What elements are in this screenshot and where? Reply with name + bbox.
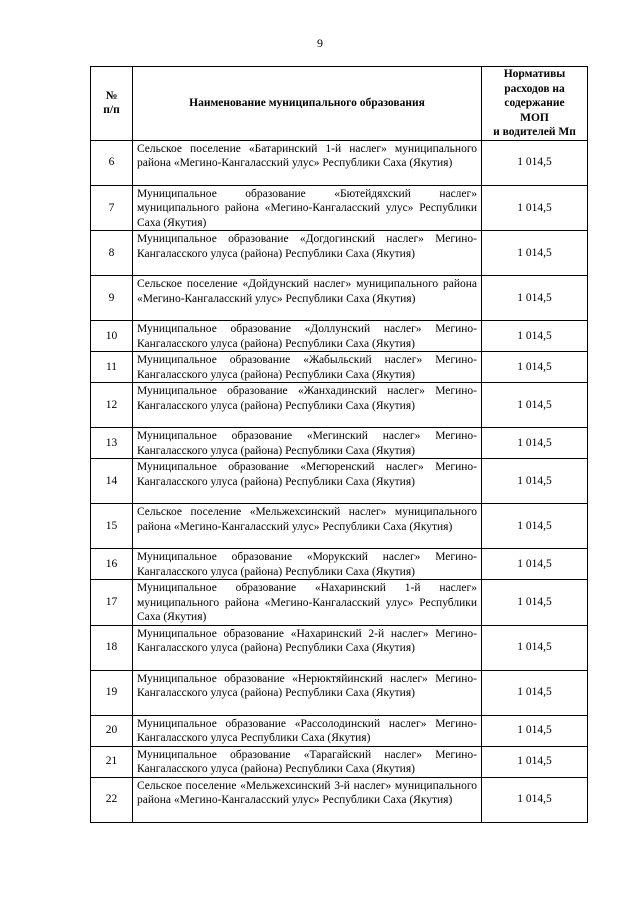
norm-value: 1 014,5	[482, 625, 588, 670]
row-number: 21	[91, 746, 133, 777]
municipality-name: Муниципальное образование «Нерюктяйинский наслег» Мегино-Кангаласского улуса (района) Республики Саха (Якутия)	[133, 670, 482, 715]
municipality-name: Муниципальное образование «Мегюренский наслег» Мегино-Кангаласского улуса (района) Республики Саха (Якутия)	[133, 459, 482, 504]
municipality-name: Муниципальное образование «Морукский наслег» Мегино-Кангаласского улуса (района) Республики Саха (Якутия)	[133, 549, 482, 580]
row-number: 6	[91, 140, 133, 185]
norm-value: 1 014,5	[482, 321, 588, 352]
row-number: 17	[91, 580, 133, 626]
norm-value: 1 014,5	[482, 746, 588, 777]
municipality-name: Муниципальное образование «Нахаринский 1-й наслег» муниципального района «Мегино-Кангаласский улус» Республики Саха (Якутия)	[133, 580, 482, 626]
norm-value: 1 014,5	[482, 140, 588, 185]
norm-value: 1 014,5	[482, 383, 588, 428]
row-number: 7	[91, 185, 133, 231]
row-number: 16	[91, 549, 133, 580]
table-row	[91, 549, 588, 580]
municipality-name: Муниципальное образование «Доллунский наслег» Мегино-Кангаласского улуса (района) Республики Саха (Якутия)	[133, 321, 482, 352]
table-row	[91, 625, 588, 670]
page-number: 9	[317, 36, 323, 50]
row-number: 11	[91, 352, 133, 383]
table-row	[91, 383, 588, 428]
norm-value: 1 014,5	[482, 231, 588, 276]
row-number: 12	[91, 383, 133, 428]
row-number: 9	[91, 276, 133, 321]
row-number: 20	[91, 715, 133, 746]
table-row	[91, 352, 588, 383]
norm-value: 1 014,5	[482, 715, 588, 746]
row-number: 14	[91, 459, 133, 504]
municipality-name: Сельское поселение «Дойдунский наслег» муниципального района «Мегино-Кангаласский улус» Республики Саха (Якутия)	[133, 276, 482, 321]
municipality-name: Муниципальное образование «Тарагайский наслег» Мегино-Кангаласского улуса (района) Республики Саха (Якутия)	[133, 746, 482, 777]
row-number: 10	[91, 321, 133, 352]
row-number: 19	[91, 670, 133, 715]
norm-value: 1 014,5	[482, 185, 588, 231]
municipality-name: Сельское поселение «Мельжехсинский наслег» муниципального района «Мегино-Кангаласский улус» Республики Саха (Якутия)	[133, 504, 482, 549]
table-row	[91, 459, 588, 504]
table-row	[91, 321, 588, 352]
row-number: 8	[91, 231, 133, 276]
norm-value: 1 014,5	[482, 459, 588, 504]
table-row	[91, 231, 588, 276]
table-row	[91, 140, 588, 185]
table-row	[91, 185, 588, 231]
norm-value: 1 014,5	[482, 777, 588, 822]
header-number: № п/п	[91, 67, 133, 141]
norms-table	[90, 66, 588, 823]
table-body	[91, 140, 588, 822]
row-number: 18	[91, 625, 133, 670]
table-row	[91, 746, 588, 777]
municipality-name: Муниципальное образование «Бютейдяхский наслег» муниципального района «Мегино-Кангаласский улус» Республики Саха (Якутия)	[133, 185, 482, 231]
norm-value: 1 014,5	[482, 580, 588, 626]
municipality-name: Муниципальное образование «Рассолодинский наслег» Мегино-Кангаласского улуса Республики Саха (Якутия)	[133, 715, 482, 746]
row-number: 22	[91, 777, 133, 822]
table-header-row	[91, 67, 588, 141]
norm-value: 1 014,5	[482, 428, 588, 459]
municipality-name: Муниципальное образование «Мегинский наслег» Мегино-Кангаласского улуса (района) Республики Саха (Якутия)	[133, 428, 482, 459]
municipality-name: Муниципальное образование «Жабыльский наслег» Мегино-Кангаласского улуса (района) Республики Саха (Якутия)	[133, 352, 482, 383]
table-row	[91, 428, 588, 459]
table-row	[91, 777, 588, 822]
row-number: 13	[91, 428, 133, 459]
municipality-name: Муниципальное образование «Нахаринский 2-й наслег» Мегино-Кангаласского улуса (района) Республики Саха (Якутия)	[133, 625, 482, 670]
municipality-name: Сельское поселение «Мельжехсинский 3-й наслег» муниципального района «Мегино-Кангаласский улус» Республики Саха (Якутия)	[133, 777, 482, 822]
table-row	[91, 276, 588, 321]
municipality-name: Муниципальное образование «Жанхадинский наслег» Мегино-Кангаласского улуса (района) Республики Саха (Якутия)	[133, 383, 482, 428]
table-row	[91, 580, 588, 626]
row-number: 15	[91, 504, 133, 549]
municipality-name: Сельское поселение «Батаринский 1-й наслег» муниципального района «Мегино-Кангаласский улус» Республики Саха (Якутия)	[133, 140, 482, 185]
table-row	[91, 504, 588, 549]
table-row	[91, 670, 588, 715]
norm-value: 1 014,5	[482, 352, 588, 383]
municipality-name: Муниципальное образование «Догдогинский наслег» Мегино-Кангаласского улуса (района) Республики Саха (Якутия)	[133, 231, 482, 276]
norm-value: 1 014,5	[482, 504, 588, 549]
norm-value: 1 014,5	[482, 670, 588, 715]
norm-value: 1 014,5	[482, 276, 588, 321]
header-municipality-name: Наименование муниципального образования	[133, 67, 482, 141]
table-row	[91, 715, 588, 746]
header-norm-expenses: Нормативы расходов на содержание МОП и водителей Мп	[482, 67, 588, 141]
norm-value: 1 014,5	[482, 549, 588, 580]
